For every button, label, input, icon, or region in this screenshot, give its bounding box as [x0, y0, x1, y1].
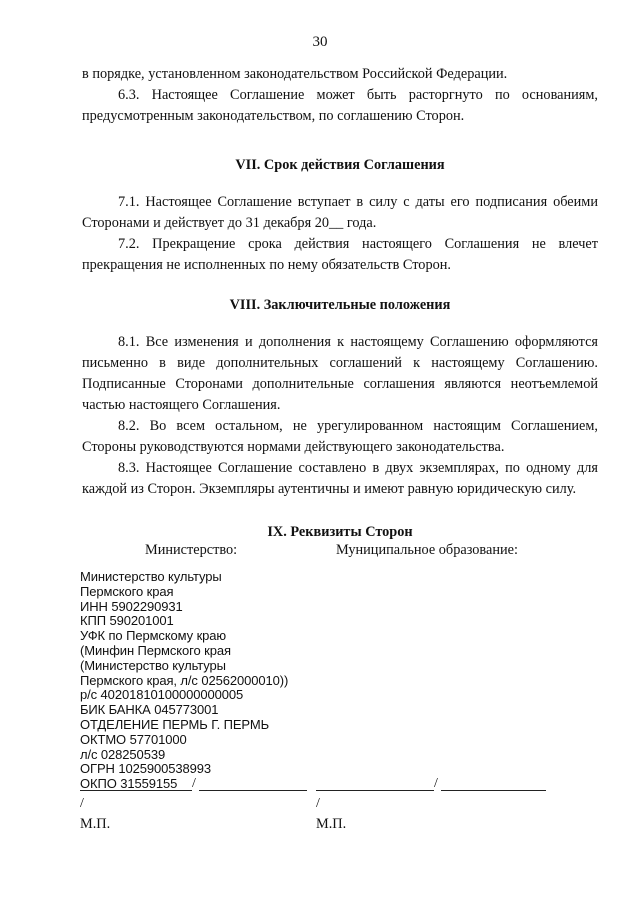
- requisite-line: ОКТМО 57701000: [80, 731, 187, 747]
- paragraph-8-2: 8.2. Во всем остальном, не урегулированном настоящим Соглашением, Стороны руководствуются нормами действующего законодательства.: [82, 418, 598, 455]
- paragraph-6-3: 6.3. Настоящее Соглашение может быть расторгнуто по основаниям, предусмотренным законодательством, по соглашению Сторон.: [82, 87, 598, 124]
- requisite-line: БИК БАНКА 045773001: [80, 702, 219, 718]
- signature-slash-right: /: [434, 776, 438, 791]
- requisite-line: КПП 590201001: [80, 613, 174, 629]
- requisite-line: Пермского края: [80, 583, 174, 599]
- requisite-line: ИНН 5902290931: [80, 598, 183, 614]
- requisite-line: ОКПО 31559155: [80, 776, 178, 792]
- requisite-line: (Министерство культуры: [80, 657, 226, 673]
- requisite-line: р/с 40201810100000000005: [80, 687, 244, 703]
- requisite-line: Министерство культуры: [80, 569, 222, 584]
- page-number: 30: [312, 34, 328, 50]
- left-party-heading: Министерство:: [145, 542, 238, 558]
- section-heading-9: IX. Реквизиты Сторон: [267, 524, 413, 540]
- signature-slash-left-2: /: [80, 796, 84, 811]
- signature-line-left-2: [199, 790, 307, 791]
- paragraph-7-2: 7.2. Прекращение срока действия настоящего Соглашения не влечет прекращения не исполненных по нему обязательств Сторон.: [82, 236, 598, 273]
- requisite-line: УФК по Пермскому краю: [80, 628, 227, 644]
- signature-line-right-2: [441, 790, 546, 791]
- signature-line-left-1: [80, 790, 192, 791]
- section-heading-7: VII. Срок действия Соглашения: [235, 157, 445, 173]
- document-body: [82, 64, 598, 543]
- requisite-line: ОГРН 1025900538993: [80, 761, 212, 777]
- requisite-line: (Минфин Пермского края: [80, 642, 231, 658]
- paragraph-7-1: 7.1. Настоящее Соглашение вступает в силу с даты его подписания обеими Сторонами и действует до 31 декабря 20__ года.: [82, 194, 598, 231]
- signature-line-right-1: [316, 790, 434, 791]
- requisite-line: Пермского края, л/с 02562000010)): [80, 672, 289, 688]
- signature-slash-left: /: [192, 776, 196, 791]
- paragraph-8-3: 8.3. Настоящее Соглашение составлено в двух экземплярах, по одному для каждой из Сторон. Экземпляры аутентичны и имеют равную юридическую силу.: [82, 460, 598, 497]
- stamp-mark-left: М.П.: [80, 816, 111, 832]
- section-heading-8: VIII. Заключительные положения: [229, 297, 451, 313]
- stamp-mark-right: М.П.: [316, 816, 347, 832]
- paragraph-8-1: 8.1. Все изменения и дополнения к настоящему Соглашению оформляются письменно в виде дополнительных соглашений к настоящему Соглашению. Подписанные Сторонами дополнительные соглашения являются неотъемлемой частью настоящего Соглашения.: [82, 334, 598, 413]
- paragraph-continuation: в порядке, установленном законодательством Российской Федерации.: [82, 66, 508, 82]
- requisite-line: ОТДЕЛЕНИЕ ПЕРМЬ Г. ПЕРМЬ: [80, 716, 270, 732]
- signature-slash-right-2: /: [316, 796, 320, 811]
- right-party-heading: Муниципальное образование:: [336, 542, 518, 558]
- requisite-line: л/с 028250539: [80, 746, 166, 762]
- requisites-block: [80, 570, 380, 792]
